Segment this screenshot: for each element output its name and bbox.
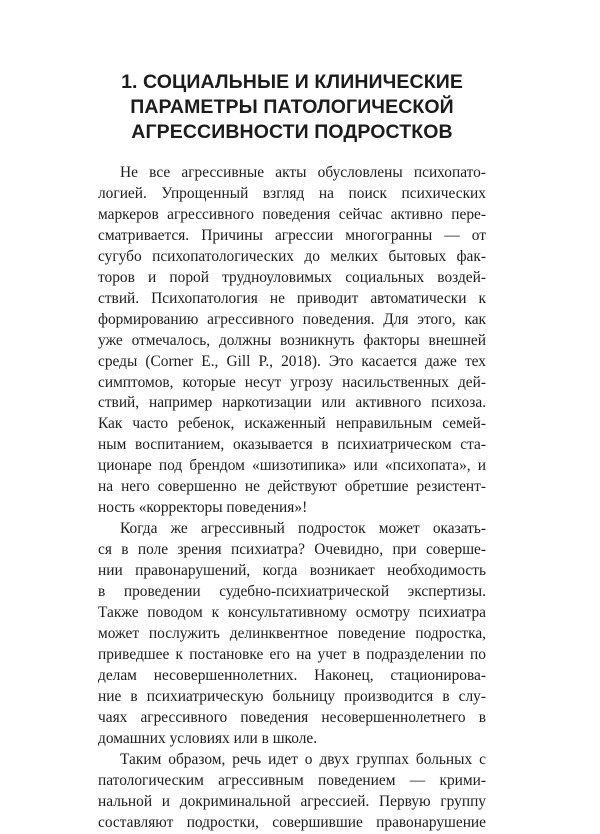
text-line: сугубо психопатологических до мелких бытовых фак-	[98, 247, 486, 265]
chapter-body	[98, 163, 486, 834]
text-line: среды (Corner E., Gill P., 2018). Это касается даже тех	[98, 352, 486, 370]
text-line: делам несовершеннолетних. Наконец, стационирова-	[98, 666, 486, 684]
chapter-title-line: 1. СОЦИАЛЬНЫЕ И КЛИНИЧЕСКИЕ	[121, 71, 463, 93]
text-line: приведшее к постановке его на учет в подразделении по	[98, 645, 486, 663]
text-line: Когда же агрессивный подросток может оказать-	[120, 520, 486, 538]
text-line: Таким образом, речь идет о двух группах больных с	[120, 750, 486, 768]
text-line: ние в психиатрическую больницу производится в слу-	[98, 687, 486, 705]
text-line: ствий. Психопатология не приводит автоматически к	[98, 289, 486, 307]
text-line: Как часто ребенок, искаженный неправильным семей-	[98, 415, 486, 433]
text-line: чаях агрессивного поведения несовершеннолетнего в	[98, 708, 486, 726]
text-line: составляют подростки, совершившие правонарушение	[98, 813, 486, 831]
text-line: нальной и докриминальной агрессией. Первую группу	[98, 792, 486, 810]
text-line: Также поводом к консультативному осмотру психиатра	[98, 604, 486, 622]
paragraph	[98, 163, 486, 519]
text-line: маркеров агрессивного поведения сейчас активно пере-	[98, 205, 486, 223]
text-line: домашних условиях или в школе.	[98, 729, 318, 747]
chapter-title-line: ПАРАМЕТРЫ ПАТОЛОГИЧЕСКОЙ	[130, 96, 454, 118]
text-line: симптомов, которые несут угрозу насильственных дей-	[98, 373, 486, 391]
text-line: логией. Упрощенный взгляд на поиск психических	[98, 184, 486, 202]
text-line: в проведении судебно-психиатрической экспертизы.	[98, 583, 486, 601]
chapter-title	[98, 70, 486, 145]
text-line: ным воспитанием, оказывается в психиатрическом ста-	[98, 436, 486, 454]
book-page	[98, 70, 486, 834]
text-line: ность «корректоры поведения»!	[98, 499, 308, 517]
text-line: патологическим агрессивным поведением — крими-	[98, 771, 486, 789]
paragraph	[98, 519, 486, 749]
text-line: сматривается. Причины агрессии многогранны — от	[98, 226, 486, 244]
text-line: уже отмечалось, должны возникнуть факторы внешней	[98, 331, 486, 349]
text-line: на него совершенно не действуют обретшие резистент-	[98, 478, 486, 496]
text-line: ционаре под брендом «шизотипика» или «психопата», и	[98, 457, 486, 475]
text-line: формированию агрессивного поведения. Для этого, как	[98, 310, 486, 328]
text-line: ствий, например наркотизации или активного психоза.	[98, 394, 486, 412]
text-line: ся в поле зрения психиатра? Очевидно, при соверше-	[98, 541, 486, 559]
text-line: торов и порой трудноуловимых социальных воздей-	[98, 268, 486, 286]
chapter-title-line: АГРЕССИВНОСТИ ПОДРОСТКОВ	[131, 121, 453, 143]
text-line: Не все агрессивные акты обусловлены психопато-	[120, 164, 486, 181]
paragraph	[98, 750, 486, 834]
text-line: нии правонарушений, когда возникает необходимость	[98, 562, 486, 580]
text-line: может послужить делинквентное поведение подростка,	[98, 624, 486, 642]
